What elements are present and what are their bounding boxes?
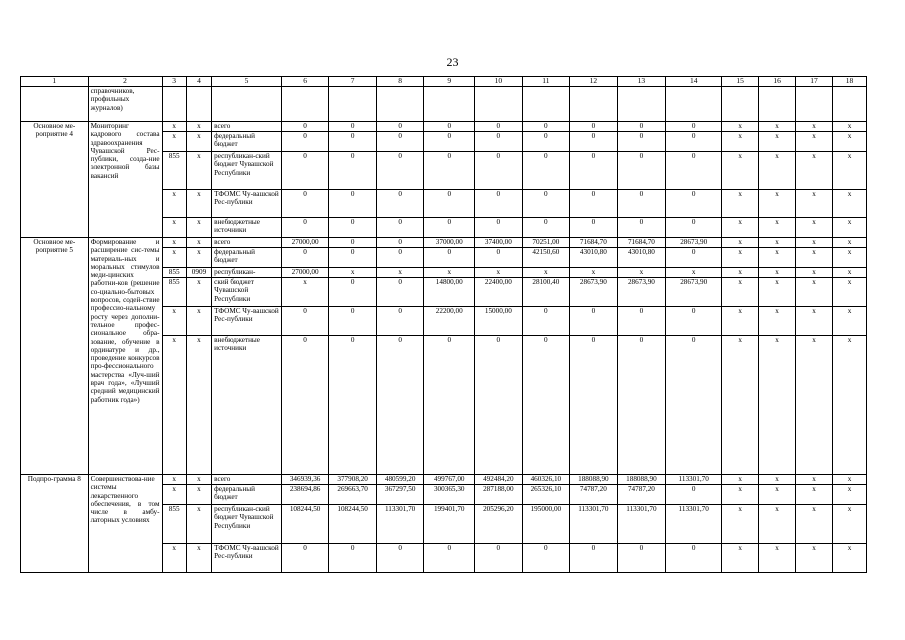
value-cell: 0: [666, 485, 722, 505]
value-cell: x: [759, 248, 796, 268]
value-cell: x: [570, 268, 618, 278]
value-cell: 0: [281, 122, 329, 132]
header-cell: 17: [796, 77, 833, 87]
value-cell: 0: [281, 218, 329, 238]
value-cell: 108244,50: [281, 505, 329, 544]
value-cell: 0: [475, 122, 523, 132]
value-cell: 0: [522, 336, 570, 475]
value-cell: 0: [475, 248, 523, 268]
funding-source: ТФОМС Чу-вашской Рес-публики: [212, 190, 282, 218]
value-cell: x: [759, 152, 796, 190]
value-cell: x: [796, 132, 833, 152]
value-cell: 22200,00: [424, 307, 475, 336]
value-cell: 113301,70: [570, 505, 618, 544]
value-cell: 37400,00: [475, 238, 523, 248]
empty-cell: [570, 87, 618, 122]
value-cell: 0: [475, 152, 523, 190]
header-cell: 11: [522, 77, 570, 87]
value-cell: 113301,70: [376, 505, 424, 544]
value-cell: 377908,20: [329, 475, 377, 485]
funding-source: республикан-: [212, 268, 282, 278]
value-cell: x: [329, 268, 377, 278]
value-cell: x: [833, 132, 867, 152]
header-cell: 3: [162, 77, 186, 87]
empty-cell: [424, 87, 475, 122]
value-cell: x: [475, 268, 523, 278]
value-cell: x: [666, 268, 722, 278]
value-cell: 22400,00: [475, 278, 523, 307]
funding-source: всего: [212, 238, 282, 248]
value-cell: 480599,20: [376, 475, 424, 485]
header-cell: 9: [424, 77, 475, 87]
value-cell: 0: [475, 544, 523, 573]
funding-source: ТФОМС Чу-вашской Рес-публики: [212, 544, 282, 573]
value-cell: x: [759, 218, 796, 238]
code-cell: 855: [162, 268, 186, 278]
value-cell: x: [796, 336, 833, 475]
value-cell: x: [722, 544, 759, 573]
value-cell: 0: [281, 307, 329, 336]
empty-cell: [722, 87, 759, 122]
empty-cell: [281, 87, 329, 122]
value-cell: 28673,90: [666, 238, 722, 248]
funding-source: всего: [212, 122, 282, 132]
header-cell: 8: [376, 77, 424, 87]
value-cell: 287188,00: [475, 485, 523, 505]
value-cell: x: [796, 475, 833, 485]
value-cell: x: [833, 485, 867, 505]
value-cell: x: [796, 190, 833, 218]
value-cell: 0: [475, 190, 523, 218]
value-cell: x: [722, 218, 759, 238]
value-cell: x: [759, 278, 796, 307]
value-cell: x: [722, 336, 759, 475]
value-cell: 0: [424, 122, 475, 132]
group-name: Подпро-грамма 8: [21, 475, 89, 573]
value-cell: 108244,50: [329, 505, 377, 544]
value-cell: x: [722, 190, 759, 218]
value-cell: 42150,60: [522, 248, 570, 268]
header-cell: 16: [759, 77, 796, 87]
value-cell: 43010,80: [617, 248, 666, 268]
value-cell: x: [759, 505, 796, 544]
funding-source: внебюджетные источники: [212, 218, 282, 238]
code-cell: x: [186, 238, 211, 248]
value-cell: 0: [329, 544, 377, 573]
value-cell: 74787,20: [570, 485, 618, 505]
value-cell: x: [722, 475, 759, 485]
value-cell: 0: [522, 218, 570, 238]
value-cell: 0: [281, 336, 329, 475]
empty-cell: [329, 87, 377, 122]
code-cell: x: [186, 336, 211, 475]
value-cell: 188088,90: [570, 475, 618, 485]
value-cell: x: [759, 475, 796, 485]
continuation-text: справочников, профильных журналов): [88, 87, 162, 122]
table-row: [21, 238, 867, 248]
value-cell: 0: [617, 544, 666, 573]
value-cell: x: [281, 278, 329, 307]
value-cell: 0: [617, 132, 666, 152]
table-row: [21, 122, 867, 132]
value-cell: 113301,70: [666, 475, 722, 485]
value-cell: 0: [522, 122, 570, 132]
value-cell: 0: [522, 544, 570, 573]
funding-source: федеральный бюджет: [212, 132, 282, 152]
value-cell: 0: [570, 132, 618, 152]
value-cell: 0: [570, 152, 618, 190]
value-cell: x: [722, 132, 759, 152]
value-cell: x: [796, 268, 833, 278]
code-cell: x: [186, 122, 211, 132]
value-cell: x: [722, 122, 759, 132]
group-name: Основное ме-роприятие 4: [21, 122, 89, 238]
value-cell: x: [759, 544, 796, 573]
value-cell: 0: [570, 190, 618, 218]
value-cell: 499767,00: [424, 475, 475, 485]
value-cell: x: [759, 336, 796, 475]
value-cell: 0: [329, 336, 377, 475]
funding-source: федеральный бюджет: [212, 485, 282, 505]
value-cell: 28673,90: [617, 278, 666, 307]
value-cell: 28673,90: [666, 278, 722, 307]
funding-source: республикан-ский бюджет Чувашской Республики: [212, 152, 282, 190]
header-cell: 12: [570, 77, 618, 87]
value-cell: 0: [424, 544, 475, 573]
code-cell: x: [186, 505, 211, 544]
value-cell: x: [833, 475, 867, 485]
code-cell: x: [186, 485, 211, 505]
empty-cell: [617, 87, 666, 122]
value-cell: 0: [281, 190, 329, 218]
value-cell: 0: [281, 544, 329, 573]
code-cell: x: [162, 190, 186, 218]
value-cell: 0: [570, 122, 618, 132]
header-cell: 13: [617, 77, 666, 87]
value-cell: x: [796, 505, 833, 544]
value-cell: 0: [376, 190, 424, 218]
value-cell: 460326,10: [522, 475, 570, 485]
value-cell: 0: [666, 544, 722, 573]
value-cell: 0: [475, 218, 523, 238]
code-cell: x: [162, 122, 186, 132]
code-cell: x: [186, 278, 211, 307]
code-cell: x: [162, 475, 186, 485]
value-cell: 0: [376, 122, 424, 132]
value-cell: 195000,00: [522, 505, 570, 544]
code-cell: x: [162, 544, 186, 573]
value-cell: 0: [329, 307, 377, 336]
header-cell: 15: [722, 77, 759, 87]
value-cell: 0: [522, 190, 570, 218]
value-cell: 0: [666, 248, 722, 268]
value-cell: 0: [376, 132, 424, 152]
empty-cell: [376, 87, 424, 122]
value-cell: 71684,70: [617, 238, 666, 248]
value-cell: 0: [666, 336, 722, 475]
value-cell: 0: [424, 190, 475, 218]
value-cell: x: [722, 152, 759, 190]
header-cell: 18: [833, 77, 867, 87]
header-row: [21, 77, 867, 87]
continuation-row: [21, 87, 867, 122]
value-cell: x: [796, 218, 833, 238]
code-cell: 0909: [186, 268, 211, 278]
page-number: 23: [446, 55, 459, 69]
code-cell: x: [162, 307, 186, 336]
value-cell: 113301,70: [617, 505, 666, 544]
value-cell: 27000,00: [281, 268, 329, 278]
empty-cell: [162, 87, 186, 122]
value-cell: 0: [376, 278, 424, 307]
header-cell: 4: [186, 77, 211, 87]
value-cell: 0: [617, 218, 666, 238]
value-cell: 0: [570, 218, 618, 238]
group-name: Основное ме-роприятие 5: [21, 238, 89, 475]
code-cell: 855: [162, 505, 186, 544]
code-cell: x: [162, 218, 186, 238]
value-cell: x: [833, 238, 867, 248]
value-cell: 28100,40: [522, 278, 570, 307]
funding-source: ский бюджет Чувашской Республики: [212, 278, 282, 307]
group-description: Совершенствова-ние системы лекарственного обеспечения, в том числе в амбу-латорных условиях: [88, 475, 162, 573]
value-cell: 205296,20: [475, 505, 523, 544]
value-cell: x: [722, 505, 759, 544]
group-description: Формирование и расширение сис-темы материаль-ных и моральных стимулов меди-цинских работни-ков (решение со-циально-бытовых вопросов, содей-ствие профессио-нальному росту через дополни-тельное профес-сиональное обра-зование, обучение в ординатуре и др., проведение конкурсов про-фессионального мастерства «Луч-ший врач года», «Лучший средний медицинский работник года»): [88, 238, 162, 475]
code-cell: 855: [162, 152, 186, 190]
value-cell: 0: [475, 132, 523, 152]
value-cell: 0: [329, 152, 377, 190]
value-cell: x: [833, 218, 867, 238]
code-cell: x: [186, 307, 211, 336]
value-cell: 269663,70: [329, 485, 377, 505]
value-cell: 0: [376, 544, 424, 573]
value-cell: x: [796, 122, 833, 132]
value-cell: 300365,30: [424, 485, 475, 505]
value-cell: 43010,80: [570, 248, 618, 268]
value-cell: x: [833, 278, 867, 307]
value-cell: x: [424, 268, 475, 278]
header-cell: 1: [21, 77, 89, 87]
value-cell: x: [833, 190, 867, 218]
empty-cell: [212, 87, 282, 122]
value-cell: 0: [281, 248, 329, 268]
code-cell: x: [186, 132, 211, 152]
funding-source: ТФОМС Чу-вашской Рес-публики: [212, 307, 282, 336]
value-cell: 0: [329, 218, 377, 238]
value-cell: x: [796, 248, 833, 268]
value-cell: x: [522, 268, 570, 278]
header-cell: 14: [666, 77, 722, 87]
empty-cell: [796, 87, 833, 122]
value-cell: 0: [666, 122, 722, 132]
header-cell: 6: [281, 77, 329, 87]
value-cell: 188088,90: [617, 475, 666, 485]
value-cell: 0: [424, 336, 475, 475]
value-cell: 265326,10: [522, 485, 570, 505]
value-cell: 0: [424, 218, 475, 238]
value-cell: 70251,00: [522, 238, 570, 248]
value-cell: 0: [570, 307, 618, 336]
value-cell: x: [722, 278, 759, 307]
value-cell: x: [796, 307, 833, 336]
table-body: [21, 87, 867, 573]
code-cell: x: [162, 485, 186, 505]
value-cell: 0: [329, 248, 377, 268]
value-cell: 0: [570, 544, 618, 573]
value-cell: 0: [666, 307, 722, 336]
value-cell: 0: [329, 122, 377, 132]
value-cell: 199401,70: [424, 505, 475, 544]
empty-cell: [475, 87, 523, 122]
value-cell: x: [833, 307, 867, 336]
code-cell: x: [162, 132, 186, 152]
value-cell: 0: [376, 248, 424, 268]
value-cell: 0: [522, 307, 570, 336]
value-cell: 0: [329, 278, 377, 307]
value-cell: 0: [329, 132, 377, 152]
value-cell: 0: [281, 132, 329, 152]
value-cell: 0: [376, 152, 424, 190]
value-cell: 367297,50: [376, 485, 424, 505]
value-cell: x: [759, 268, 796, 278]
value-cell: x: [833, 268, 867, 278]
empty-cell: [666, 87, 722, 122]
code-cell: x: [186, 544, 211, 573]
value-cell: 0: [666, 218, 722, 238]
value-cell: 0: [617, 152, 666, 190]
code-cell: x: [186, 475, 211, 485]
value-cell: x: [722, 238, 759, 248]
code-cell: x: [162, 238, 186, 248]
header-cell: 5: [212, 77, 282, 87]
value-cell: 0: [617, 307, 666, 336]
code-cell: x: [186, 152, 211, 190]
value-cell: 238694,86: [281, 485, 329, 505]
value-cell: 27000,00: [281, 238, 329, 248]
value-cell: x: [796, 544, 833, 573]
empty-cell: [759, 87, 796, 122]
value-cell: 492484,20: [475, 475, 523, 485]
value-cell: 0: [617, 190, 666, 218]
value-cell: x: [833, 122, 867, 132]
value-cell: x: [833, 248, 867, 268]
value-cell: 0: [376, 238, 424, 248]
value-cell: 346939,36: [281, 475, 329, 485]
value-cell: 0: [281, 152, 329, 190]
table-header: [21, 77, 867, 87]
value-cell: 0: [666, 152, 722, 190]
empty-cell: [186, 87, 211, 122]
code-cell: x: [186, 218, 211, 238]
value-cell: 0: [666, 132, 722, 152]
value-cell: 14800,00: [424, 278, 475, 307]
funding-source: республикан-ский бюджет Чувашской Республики: [212, 505, 282, 544]
value-cell: x: [833, 544, 867, 573]
value-cell: 0: [617, 122, 666, 132]
value-cell: 0: [666, 190, 722, 218]
funding-source: всего: [212, 475, 282, 485]
table-row: [21, 475, 867, 485]
code-cell: x: [186, 190, 211, 218]
funding-source: внебюджетные источники: [212, 336, 282, 475]
value-cell: x: [376, 268, 424, 278]
group-description: Мониторинг кадрового состава здравоохранения Чувашской Рес-публики, созда-ние электронной базы вакансий: [88, 122, 162, 238]
value-cell: 0: [617, 336, 666, 475]
value-cell: 0: [522, 132, 570, 152]
value-cell: 0: [329, 238, 377, 248]
header-cell: 10: [475, 77, 523, 87]
value-cell: x: [796, 238, 833, 248]
value-cell: x: [796, 485, 833, 505]
value-cell: x: [833, 505, 867, 544]
value-cell: x: [722, 485, 759, 505]
value-cell: 0: [376, 307, 424, 336]
value-cell: 0: [570, 336, 618, 475]
value-cell: 28673,90: [570, 278, 618, 307]
value-cell: x: [759, 307, 796, 336]
value-cell: 74787,20: [617, 485, 666, 505]
value-cell: 15000,00: [475, 307, 523, 336]
value-cell: 0: [475, 336, 523, 475]
code-cell: 855: [162, 278, 186, 307]
budget-table: [20, 76, 867, 573]
empty-cell: [833, 87, 867, 122]
header-cell: 2: [88, 77, 162, 87]
value-cell: 0: [424, 248, 475, 268]
value-cell: x: [759, 122, 796, 132]
header-cell: 7: [329, 77, 377, 87]
value-cell: 0: [376, 336, 424, 475]
value-cell: 0: [522, 152, 570, 190]
value-cell: 0: [376, 218, 424, 238]
value-cell: 0: [329, 190, 377, 218]
value-cell: 0: [424, 132, 475, 152]
value-cell: x: [759, 485, 796, 505]
code-cell: x: [162, 336, 186, 475]
value-cell: 71684,70: [570, 238, 618, 248]
value-cell: 0: [424, 152, 475, 190]
value-cell: x: [759, 190, 796, 218]
code-cell: x: [186, 248, 211, 268]
code-cell: x: [162, 248, 186, 268]
value-cell: x: [833, 152, 867, 190]
value-cell: x: [617, 268, 666, 278]
value-cell: x: [722, 268, 759, 278]
value-cell: x: [796, 152, 833, 190]
value-cell: x: [722, 248, 759, 268]
value-cell: x: [759, 238, 796, 248]
value-cell: 37000,00: [424, 238, 475, 248]
funding-source: федеральный бюджет: [212, 248, 282, 268]
value-cell: x: [722, 307, 759, 336]
value-cell: x: [796, 278, 833, 307]
value-cell: 113301,70: [666, 505, 722, 544]
value-cell: x: [833, 336, 867, 475]
value-cell: x: [759, 132, 796, 152]
empty-cell: [522, 87, 570, 122]
